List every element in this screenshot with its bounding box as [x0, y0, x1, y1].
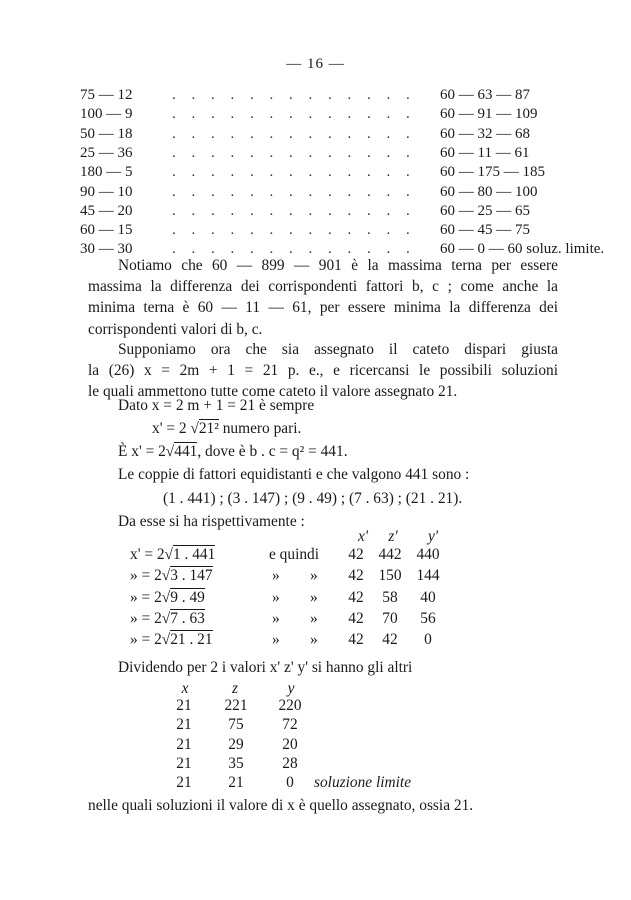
factor-pair: 25 — 36 [80, 144, 133, 161]
lhs: » = 2 [130, 631, 162, 649]
lhs: » = 2 [130, 567, 162, 585]
radical-expr [130, 610, 205, 628]
radicand: 441 [174, 443, 198, 460]
factor-pair: 100 — 9 [80, 106, 133, 123]
triple-result: 60 — 11 — 61 [440, 144, 530, 161]
e-quindi: e quindi [269, 546, 320, 563]
triple-result: 60 — 63 — 87 [440, 87, 530, 103]
column-header: x [181, 680, 189, 697]
text-line: Notiamo che 60 — 899 — 901 è la massima terna per essere [118, 257, 558, 274]
limit-note: soluzione limite [314, 774, 412, 792]
radical-expr [130, 631, 213, 649]
xprime-suffix: numero pari. [218, 420, 302, 437]
table-row [80, 87, 560, 105]
connector [310, 631, 318, 649]
text-line: corrispondenti valori di b, c. [88, 320, 263, 338]
text-line: minima terna è 60 — 11 — 61, per essere minima la differenza dei [88, 299, 558, 317]
leader-dots: . . . . . . . . . . . . . [172, 183, 416, 200]
radicand: 7 . 63 [170, 609, 205, 627]
final-line: nelle quali soluzioni il valore di x è quello assegnato, ossia 21. [88, 797, 474, 814]
radicand: 21 . 21 [170, 631, 213, 649]
value-x: 42 [348, 546, 364, 563]
value-x: 21 [176, 716, 192, 734]
radicand: 1 . 441 [173, 546, 216, 563]
paragraph-supponiamo [88, 339, 558, 403]
leader-dots: . . . . . . . . . . . . . [172, 222, 416, 239]
value-y: 28 [282, 754, 298, 772]
lhs: x' = 2 [130, 546, 165, 563]
radical-sign: √ [161, 567, 171, 585]
e-prefix: È x' = 2 [118, 443, 166, 460]
leader-dots: . . . . . . . . . . . . . [172, 241, 416, 258]
coppie-line: Le coppie di fattori equidistanti e che valgono 441 sono : [118, 466, 470, 483]
radicand: 3 . 147 [170, 567, 213, 585]
ditto-mark: » [272, 588, 280, 606]
connector [272, 567, 280, 585]
leader-dots: . . . . . . . . . . . . . [172, 144, 416, 161]
value-y: 144 [416, 567, 440, 585]
factor-pair: 50 — 18 [80, 125, 133, 142]
leader-dots: . . . . . . . . . . . . . [172, 202, 416, 219]
radicand: 21² [198, 420, 219, 437]
xprime-line [152, 420, 301, 438]
factor-pair: 60 — 15 [80, 222, 133, 239]
ditto-mark: » [272, 567, 280, 585]
factor-pair: 45 — 20 [80, 202, 133, 219]
value-y: 440 [416, 546, 440, 563]
ditto-mark: » [310, 588, 318, 606]
value-z: 58 [382, 588, 398, 606]
page-number: — 16 — [286, 56, 345, 72]
radical-sign: √ [165, 443, 175, 460]
radical-sign: √ [161, 631, 171, 649]
leader-dots: . . . . . . . . . . . . . [172, 87, 416, 103]
value-z: 21 [228, 774, 244, 792]
value-z: 442 [378, 546, 402, 563]
e-line [118, 443, 348, 461]
value-y: 220 [278, 697, 302, 714]
connector [272, 631, 280, 649]
value-x: 21 [176, 774, 192, 792]
column-header: x' [357, 528, 369, 545]
triple-result: 60 — 45 — 75 [440, 222, 530, 239]
ditto-mark: » [272, 631, 280, 649]
xprime-prefix: x' = 2 [152, 420, 191, 437]
column-header: z [232, 680, 238, 697]
triple-result: 60 — 25 — 65 [440, 202, 530, 219]
ditto-mark: » [272, 609, 280, 627]
ditto-mark: » [310, 631, 318, 649]
column-header: y' [427, 528, 439, 545]
ditto-mark: » [310, 567, 318, 585]
text-line: Supponiamo ora che sia assegnato il cateto dispari giusta [118, 341, 558, 358]
radical-expr [130, 567, 213, 585]
text-line: massima la differenza dei corrispondenti fattori b, c ; come anche la [88, 278, 558, 296]
lhs: » = 2 [130, 588, 162, 606]
value-x: 42 [348, 567, 364, 585]
factor-pair: 75 — 12 [80, 87, 133, 103]
table-row [80, 145, 560, 163]
table-row [80, 164, 560, 182]
column-header: y [287, 680, 295, 697]
connector [272, 610, 280, 628]
table-row [80, 222, 560, 240]
value-x: 21 [176, 697, 192, 714]
paragraph-notiamo [88, 255, 558, 340]
radical-sign: √ [161, 609, 171, 627]
column-header: z' [388, 528, 398, 545]
factor-pair: 90 — 10 [80, 183, 133, 200]
value-z: 29 [228, 735, 244, 753]
text-line: la (26) x = 2m + 1 = 21 p. e., e ricercansi le possibili soluzioni [88, 362, 558, 380]
value-z: 35 [228, 754, 244, 772]
text-line: le quali ammettono tutte come cateto il valore assegnato 21. [88, 383, 458, 401]
value-z: 75 [228, 716, 244, 734]
value-x: 42 [348, 588, 364, 606]
connector [310, 589, 318, 607]
value-z: 221 [224, 697, 248, 714]
connector [310, 610, 318, 628]
table-row [80, 106, 560, 124]
table-row [80, 203, 560, 221]
radical-sign: √ [164, 546, 173, 563]
radical-expr [130, 546, 215, 564]
da-esse-line: Da esse si ha rispettivamente : [118, 513, 305, 530]
factor-pair: 30 — 30 [80, 241, 133, 258]
value-x: 21 [176, 754, 192, 772]
value-y: 20 [282, 735, 298, 753]
radical-expr [130, 589, 205, 607]
connector [272, 589, 280, 607]
radical-sign: √ [161, 588, 171, 606]
value-y: 72 [282, 716, 298, 734]
value-y: 40 [420, 588, 436, 606]
triple-result: 60 — 175 — 185 [440, 164, 545, 181]
connector [269, 546, 319, 564]
value-x: 42 [348, 631, 364, 649]
table-row [80, 184, 560, 202]
value-y: 0 [424, 631, 432, 649]
factor-pair: 180 — 5 [80, 164, 133, 181]
triple-result: 60 — 32 — 68 [440, 125, 530, 142]
table-row [80, 126, 560, 144]
leader-dots: . . . . . . . . . . . . . [172, 106, 416, 123]
triple-result: 60 — 0 — 60 soluz. limite. [440, 241, 605, 258]
value-y: 0 [286, 774, 294, 792]
triple-result: 60 — 80 — 100 [440, 183, 538, 200]
value-x: 42 [348, 609, 364, 627]
value-z: 42 [382, 631, 398, 649]
value-z: 70 [382, 609, 398, 627]
e-suffix: , dove è b . c = q² = 441. [197, 443, 348, 460]
value-x: 21 [176, 735, 192, 753]
leader-dots: . . . . . . . . . . . . . [172, 164, 416, 181]
value-z: 150 [378, 567, 402, 585]
triple-result: 60 — 91 — 109 [440, 106, 538, 123]
value-y: 56 [420, 609, 436, 627]
dividendo-line: Dividendo per 2 i valori x' z' y' si hanno gli altri [118, 659, 413, 676]
lhs: » = 2 [130, 609, 162, 627]
radical-sign: √ [190, 420, 199, 437]
leader-dots: . . . . . . . . . . . . . [172, 125, 416, 142]
radicand: 9 . 49 [170, 588, 205, 606]
coppie-list: (1 . 441) ; (3 . 147) ; (9 . 49) ; (7 . 63) ; (21 . 21). [163, 490, 463, 507]
dato-line: Dato x = 2 m + 1 = 21 è sempre [118, 397, 315, 414]
ditto-mark: » [310, 609, 318, 627]
connector [310, 567, 318, 585]
